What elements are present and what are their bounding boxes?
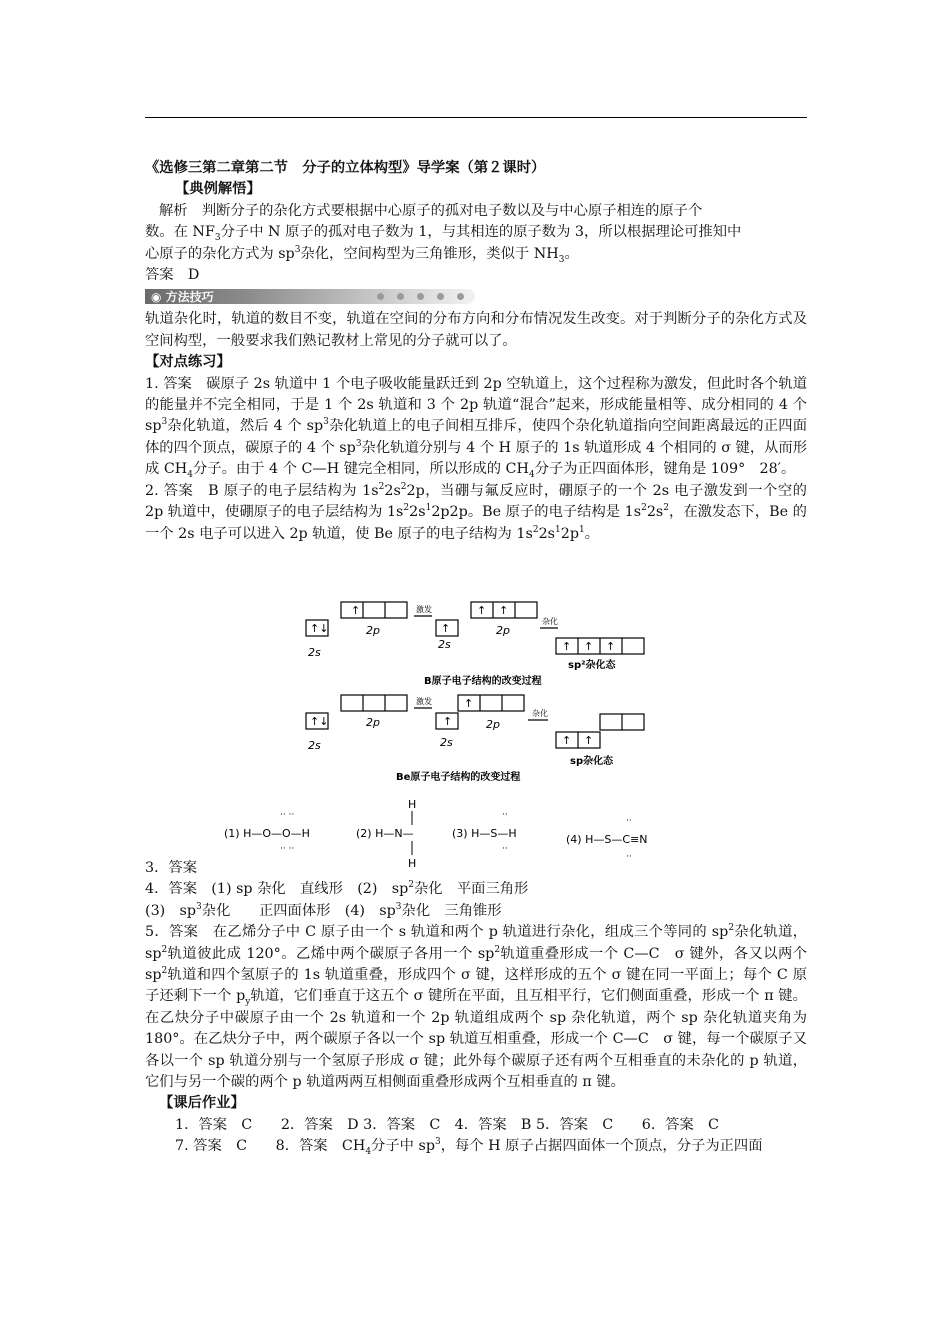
analysis-paragraph: 解析 判断分子的杂化方式要根据中心原子的孤对电子数以及与中心原子相连的原子个 数。在 $NF_3$分子中 N 原子的孤对电子数为 1，与其相连的原子数为 3，所以根据理论可推知中 心原子的杂化方式为 $sp^3$杂化，空间构型为三角锥形，类似于 $NH_3$。: [145, 202, 742, 265]
svg-text:↑: ↑: [441, 622, 451, 635]
svg-text:··: ··: [626, 816, 632, 826]
q4-answer-cont: (3) $sp^3$杂化 正四面体形 (4) $sp^3$杂化 三角锥形: [145, 902, 502, 919]
svg-text:(1) H—O—O—H: (1) H—O—O—H: [224, 827, 310, 840]
svg-text:2s: 2s: [438, 638, 451, 651]
orbital-box: [341, 695, 407, 711]
method-label: ◉ 方法技巧: [151, 290, 214, 305]
svg-text:2s: 2s: [308, 646, 321, 659]
svg-text:H: H: [408, 798, 417, 811]
svg-text:··: ··: [502, 844, 508, 854]
svg-text:↑: ↑: [443, 715, 453, 728]
svg-text:2p: 2p: [366, 716, 380, 729]
svg-text:2s: 2s: [308, 739, 321, 752]
svg-text:·· ··: ·· ··: [280, 844, 295, 854]
svg-text:↑: ↑: [464, 697, 474, 710]
svg-text:激发: 激发: [416, 605, 432, 614]
q3-answer: 3．答案: [145, 860, 197, 876]
q4-answer: 4．答案 (1) sp 杂化 直线形 (2) $sp^2$杂化 平面三角形: [145, 880, 529, 898]
svg-text:2p: 2p: [496, 624, 510, 637]
orbital-diagram: [296, 568, 616, 788]
homework-answers-1: 1．答案 C 2．答案 D 3．答案 C 4．答案 B 5．答案 C 6．答案 C: [175, 1116, 719, 1133]
svg-text:↑↓: ↑↓: [310, 622, 329, 635]
svg-text:··: ··: [626, 852, 632, 862]
svg-text:↑↓: ↑↓: [310, 715, 329, 728]
svg-text:↑: ↑: [584, 640, 594, 653]
svg-text:杂化: 杂化: [532, 709, 548, 718]
header-rule: [145, 117, 807, 118]
svg-text:··: ··: [502, 810, 508, 820]
doc-title: 《选修三第二章第二节 分子的立体构型》导学案（第２课时）: [145, 160, 546, 176]
q2-answer: 2. 答案 B 原子的电子层结构为 $1s^22s^22p$，当硼与氟反应时，硼原子的一个 2s 电子激发到一个空的 2p 轨道中，使硼原子的电子层结构为 $1s^22s^12p2p$。Be 原子的电子结构是 $1s^22s^2$，在激发态下，Be 的一个 2s 电子可以进入 2p 轨道，使 Be 原子的电子结构为 $1s^22s^12p^1$。: [145, 481, 807, 542]
svg-text:Be原子电子结构的改变过程: Be原子电子结构的改变过程: [396, 772, 521, 783]
lower-body: [145, 858, 807, 1158]
svg-text:B原子电子结构的改变过程: B原子电子结构的改变过程: [424, 676, 542, 687]
svg-text:2p: 2p: [486, 718, 500, 731]
method-text: 轨道杂化时，轨道的数目不变，轨道在空间的分布方向和分布情况发生改变。对于判断分子的杂化方式及空间构型，一般要求我们熟记教材上常见的分子就可以了。: [145, 311, 807, 349]
svg-text:sp²杂化态: sp²杂化态: [568, 660, 616, 671]
svg-text:↑: ↑: [606, 640, 616, 653]
q1-answer: 1. 答案 碳原子 2s 轨道中 1 个电子吸收能量跃迁到 2p 空轨道上，这个过程称为激发，但此时各个轨道的能量并不完全相同，于是 1 个 2s 轨道和 3 个 2p 轨道“混合”起来，形成能量相等、成分相同的 4 个 $sp^3$杂化轨道，然后 4 个 $sp^3$杂化轨道上的电子间相互排斥，使四个杂化轨道指向空间距离最远的正四面体的四个顶点，碳原子的 4 个 $sp^3$杂化轨道分别与 4 个 H 原子的 1s 轨道形成 4 个相同的 σ 键，从而形成 $CH_4$分子。由于 4 个 C—H 键完全相同，所以形成的 $CH_4$分子为正四面体形，键角是 109° 28′。: [145, 375, 808, 481]
answer-line: 答案 D: [145, 267, 200, 284]
svg-text:↑: ↑: [562, 640, 572, 653]
svg-text:(3) H—S—H: (3) H—S—H: [452, 827, 517, 840]
svg-text:↑: ↑: [562, 734, 572, 747]
document-body: [145, 158, 807, 545]
svg-text:↑: ↑: [499, 604, 509, 617]
svg-text:(2) H—N—: (2) H—N—: [356, 827, 414, 840]
svg-text:激发: 激发: [416, 697, 432, 706]
svg-text:杂化: 杂化: [542, 617, 558, 626]
section-homework: 【课后作业】: [159, 1095, 245, 1112]
section-typical: 【典例解悟】: [175, 181, 261, 198]
svg-text:H: H: [408, 857, 417, 870]
svg-text:(4) H—S—C≡N: (4) H—S—C≡N: [566, 833, 648, 846]
svg-text:↑: ↑: [584, 734, 594, 747]
homework-answers-2: 7. 答案 C 8．答案 $CH_4$分子中 $sp^3$，每个 H 原子占据四面体一个顶点，分子为正四面: [175, 1137, 763, 1158]
q5-answer: 5．答案 在乙烯分子中 C 原子由一个 s 轨道和两个 p 轨道进行杂化，组成三个等同的 $sp^2$杂化轨道，$sp^2$轨道彼此成 120°。乙烯中两个碳原子各用一个 $sp^2$轨道重叠形成一个 C—C σ 键外，各又以两个 $sp^2$轨道和四个氢原子的 1s 轨道重叠，形成四个 σ 键，这样形成的五个 σ 键在同一平面上；每个 C 原子还剩下一个 $p_y$轨道，它们垂直于这五个 σ 键所在平面，且互相平行，它们侧面重叠，形成一个 π 键。在乙炔分子中碳原子由一个 2s 轨道和一个 2p 轨道组成两个 sp 杂化轨道，两个 sp 杂化轨道夹角为 180°。在乙炔分子中，两个碳原子各以一个 sp 轨道互相重叠，形成一个 C—C σ 键，每一个碳原子又各以一个 sp 轨道分别与一个氢原子形成 σ 键；此外每个碳原子还有两个互相垂直的未杂化的 p 轨道，它们与另一个碳的两个 p 轨道两两互相侧面重叠形成两个互相垂直的 π 键。: [145, 923, 808, 1091]
svg-text:↑: ↑: [477, 604, 487, 617]
section-practice: 【对点练习】: [145, 354, 231, 371]
svg-text:·· ··: ·· ··: [280, 810, 295, 820]
svg-text:2s: 2s: [440, 736, 453, 749]
method-banner: [145, 289, 807, 305]
svg-text:2p: 2p: [366, 624, 380, 637]
svg-text:sp杂化态: sp杂化态: [570, 756, 614, 767]
svg-text:↑: ↑: [351, 604, 361, 617]
